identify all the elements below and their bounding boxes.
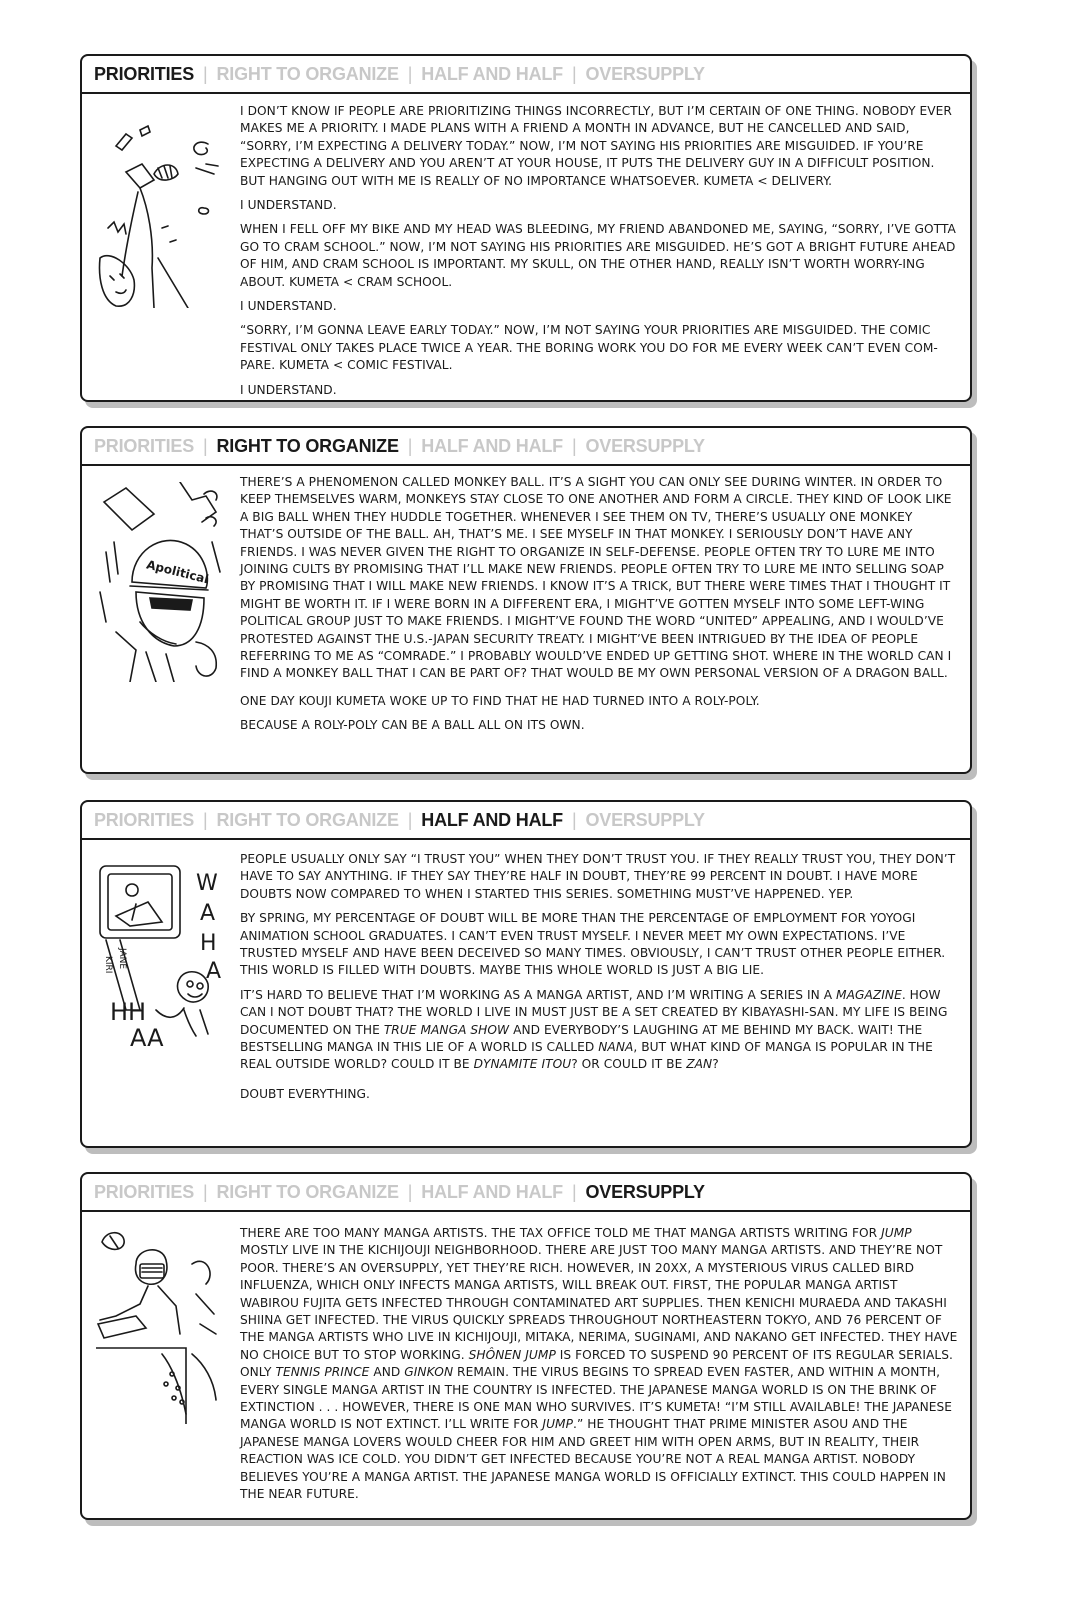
tab-separator: | [407, 809, 413, 830]
panel-priorities [80, 54, 972, 402]
tab-separator: | [203, 1181, 208, 1202]
laugh-letter: HH [110, 998, 147, 1026]
tab-oversupply: OVERSUPPLY [585, 1181, 705, 1202]
laugh-letter: W [196, 871, 218, 896]
laugh-letter: A [200, 901, 216, 926]
tab-priorities: PRIORITIES [94, 63, 195, 84]
tab-separator: | [203, 435, 208, 456]
paragraph: WHEN I FELL OFF MY BIKE AND MY HEAD WAS BLEEDING, MY FRIEND ABANDONED ME, SAYING, “SORRY, I’VE GOTTA GO TO CRAM SCHOOL.” NOW, I’M NOT SAYING HIS PRIORITIES ARE MISGUIDED. HE’S GOT A BRIGHT FUTURE AHEAD OF HIM, AND CRAM SCHOOL IS IMPORTANT. MY SKULL, ON THE OTHER HAND, REALLY ISN’T WORTH WORRY-ING ABOUT. KUMETA < CRAM SCHOOL. [240, 222, 956, 289]
italic-title: ZAN [686, 1057, 713, 1072]
panel-header [82, 802, 970, 840]
illustration-laughing-tv [96, 860, 226, 1050]
italic-title: JUMP [881, 1226, 912, 1240]
laugh-letter: A [206, 959, 222, 984]
tab-separator: | [203, 63, 208, 84]
tab-oversupply: OVERSUPPLY [585, 63, 705, 84]
tab-separator: | [571, 809, 577, 830]
illustration-masked-artist [96, 1224, 226, 1424]
section-text [240, 103, 958, 406]
tab-separator: | [407, 1181, 413, 1202]
italic-title: TRUE MANGA SHOW [383, 1022, 510, 1037]
panel-header [82, 428, 970, 466]
jane-label: JANE [117, 948, 127, 970]
italic-title: DYNAMITE ITOU [473, 1057, 572, 1072]
paragraph: THERE’S A PHENOMENON CALLED MONKEY BALL. IT’S A SIGHT YOU CAN ONLY SEE DURING WINTER. IN ORDER TO KEEP THEMSELVES WARM, MONKEYS STAY CLOSE TO ONE ANOTHER AND FORM A CIRCLE. THEY KIND OF LOOK LIKE A BIG BALL WHEN THEY HUDDLE TOGETHER. WHENEVER I SEE THEM ON TV, THERE’S USUALLY ONE MONKEY THAT’S OUTSIDE OF THE BALL. AH, THAT’S ME. I SEE MYSELF IN THAT MONKEY. I SERIOUSLY DON’T HAVE ANY FRIENDS. I WAS NEVER GIVEN THE RIGHT TO ORGANIZE IN SELF-DEFENSE. PEOPLE OFTEN TRY TO LURE ME INTO JOINING CULTS BY PROMISING THAT I’LL MAKE NEW FRIENDS. PEOPLE OFTEN TRY TO LURE ME INTO SELLING SOAP BY PROMISING THAT I WILL MAKE NEW FRIENDS. I KNOW IT’S A TRICK, BUT THERE WERE TIMES THAT I THOUGHT IT MIGHT BE WORTH IT. IF I WERE BORN IN A DIFFERENT ERA, I MIGHT’VE GOTTEN MYSELF INTO SOME LEFT-WING POLITICAL GROUP JUST TO MAKE FRIENDS. I MIGHT’VE FOUND THE WORD “UNITED” APPEALING, AND I WOULD’VE PROTESTED AGAINST THE U.S.-JAPAN SECURITY TREATY. I MIGHT’VE BEEN INTRIGUED BY THE IDEA OF PEOPLE REFERRING TO ME AS “COMRADE.” I PROBABLY WOULD’VE ENDED UP GETTING SHOT. WHERE IN THE WORLD CAN I FIND A MONKEY BALL THAT I CAN BE PART OF? THAT WOULD BE MY OWN PERSONAL VERSION OF A DRAGON BALL. [240, 475, 952, 681]
tab-half-and-half: HALF AND HALF [421, 63, 563, 84]
tab-priorities: PRIORITIES [94, 1181, 195, 1202]
paragraph: I UNDERSTAND. [240, 382, 337, 397]
italic-title: NANA [598, 1040, 634, 1055]
paragraph: I UNDERSTAND. [240, 198, 337, 213]
panel-half-and-half [80, 800, 972, 1148]
tab-half-and-half: HALF AND HALF [421, 435, 563, 456]
paragraph: ONE DAY KOUJI KUMETA WOKE UP TO FIND THAT HE HAD TURNED INTO A ROLY-POLY. [240, 693, 760, 708]
tab-right-to-organize: RIGHT TO ORGANIZE [216, 1181, 399, 1202]
paragraph: PEOPLE USUALLY ONLY SAY “I TRUST YOU” WHEN THEY DON’T TRUST YOU. IF THEY REALLY TRUST YOU, THEY DON’T HAVE TO SAY ANYTHING. IF THEY SAY THEY’RE HALF IN DOUBT, THEY’RE 99 PERCENT IN DOUBT. I HAVE MORE DOUBTS NOW COMPARED TO WHEN I STARTED THIS SERIES. SOMETHING MUST’VE HAPPENED. YEP. [240, 852, 956, 901]
italic-title: TENNIS PRINCE [275, 1365, 370, 1380]
panel-header [82, 1174, 970, 1212]
tab-separator: | [407, 63, 413, 84]
italic-title: SHÔNEN JUMP [468, 1347, 556, 1362]
helmet-lettering: Apolitical [145, 557, 211, 587]
italic-title: JUMP [542, 1417, 574, 1432]
panel-right-to-organize [80, 426, 972, 774]
paragraph: BECAUSE A ROLY-POLY CAN BE A BALL ALL ON ITS OWN. [240, 718, 585, 733]
tab-priorities: PRIORITIES [94, 809, 195, 830]
section-text [240, 851, 958, 1110]
tab-right-to-organize: RIGHT TO ORGANIZE [216, 63, 399, 84]
laugh-letter: H [200, 931, 217, 956]
section-text [240, 1225, 958, 1511]
tab-separator: | [571, 1181, 577, 1202]
illustration-falling-man [96, 108, 226, 308]
kiri-label: KIRI [103, 956, 113, 974]
paragraph: DOUBT EVERYTHING. [240, 1086, 370, 1101]
panel-oversupply [80, 1172, 972, 1520]
panel-header [82, 56, 970, 94]
paragraph: THERE ARE TOO MANY MANGA ARTISTS. THE TAX OFFICE TOLD ME THAT MANGA ARTISTS WRITING FOR JUMP MOSTLY LIVE IN THE KICHIJOUJI NEIGHBORHOOD. THERE ARE JUST TOO MANY MANGA ARTISTS. AND THEY’RE NOT POOR. THERE’S AN OVERSUPPLY, YET THEY’RE RICH. HOWEVER, IN 20XX, A MYSTERIOUS VIRUS CALLED BIRD INFLUENZA, WHICH ONLY INFECTS MANGA ARTISTS, WILL BREAK OUT. FIRST, THE POPULAR MANGA ARTIST WABIROU FUJITA GETS INFECTED THROUGH CONTAMINATED ART SUPPLIES. THEN KENICHI MURAEDA AND TAKASHI SHIINA GET INFECTED. THE VIRUS QUICKLY SPREADS THROUGHOUT NORTHEASTERN TOKYO, AND 76 PERCENT OF THE MANGA ARTISTS WHO LIVE IN KICHIJOUJI, MITAKA, NERIMA, SUGINAMI, AND NAKANO GET INFECTED. THEY HAVE NO CHOICE BUT TO STOP WORKING. SHÔNEN JUMP IS FORCED TO SUSPEND 90 PERCENT OF ITS REGULAR SERIALS. ONLY TENNIS PRINCE AND GINKON REMAIN. THE VIRUS BEGINS TO SPREAD EVEN FASTER, AND WITHIN A MONTH, EVERY SINGLE MANGA ARTIST IN THE COUNTRY IS INFECTED. THE JAPANESE MANGA WORLD IS ON THE BRINK OF EXTINCTION . . . HOWEVER, THERE IS ONE MAN WHO SURVIVES. IT’S KUMETA! “I’M STILL AVAILABLE! THE JAPANESE MANGA WORLD IS NOT EXTINCT. I’LL WRITE FOR JUMP.” HE THOUGHT THAT PRIME MINISTER ASOU AND THE JAPANESE MANGA LOVERS WOULD CHEER FOR HIM AND GREET HIM WITH OPEN ARMS, BUT IN REALITY, THEIR REACTION WAS ICE COLD. YOU DIDN’T GET INFECTED BECAUSE YOU’RE NOT A REAL MANGA ARTIST. NOBODY BELIEVES YOU’RE A MANGA ARTIST. THE JAPANESE MANGA WORLD IS OFFICIALLY EXTINCT. THIS COULD HAPPEN IN THE NEAR FUTURE. [240, 1226, 958, 1502]
paragraph: I DON’T KNOW IF PEOPLE ARE PRIORITIZING THINGS INCORRECTLY, BUT I’M CERTAIN OF ONE THING. NOBODY EVER MAKES ME A PRIORITY. I MADE PLANS WITH A FRIEND A MONTH IN ADVANCE, BUT HE CANCELLED AND SAID, “SORRY, I’M EXPECTING A DELIVERY TODAY.” NOW, I’M NOT SAYING HIS PRIORITIES ARE MISGUIDED. IF YOU’RE EXPECTING A DELIVERY AND YOU AREN’T AT YOUR HOUSE, IT PUTS THE DELIVERY GUY IN A DIFFICULT POSITION. BUT HANGING OUT WITH ME IS REALLY OF NO IMPORTANCE WHATSOEVER. KUMETA < DELIVERY. [240, 104, 952, 188]
tab-right-to-organize: RIGHT TO ORGANIZE [216, 809, 399, 830]
paragraph: “SORRY, I’M GONNA LEAVE EARLY TODAY.” NOW, I’M NOT SAYING YOUR PRIORITIES ARE MISGUIDED. THE COMIC FESTIVAL ONLY TAKES PLACE TWICE A YEAR. THE BORING WORK YOU DO FOR ME EVERY WEEK CAN’T EVEN COM-PARE. KUMETA < COMIC FESTIVAL. [240, 323, 938, 373]
paragraph: I UNDERSTAND. [240, 299, 337, 314]
section-text [240, 474, 958, 742]
illustration-helmet-figure [96, 482, 226, 682]
tab-separator: | [571, 435, 577, 456]
paragraph: BY SPRING, MY PERCENTAGE OF DOUBT WILL BE MORE THAN THE PERCENTAGE OF EMPLOYMENT FOR YOYOGI ANIMATION SCHOOL GRADUATES. I CAN’T EVEN TRUST MYSELF. I NEVER MEET MY OWN EXPECTATIONS. I’VE TRUSTED MYSELF AND HAVE BEEN DECEIVED SO MANY TIMES. OBVIOUSLY, I CAN’T TRUST OTHER PEOPLE EITHER. THIS WORLD IS FILLED WITH DOUBTS. MAYBE THIS WHOLE WORLD IS JUST A BIG LIE. [240, 911, 946, 978]
tab-oversupply: OVERSUPPLY [585, 435, 705, 456]
tab-oversupply: OVERSUPPLY [585, 809, 705, 830]
laugh-letter: AA [130, 1024, 164, 1050]
tab-right-to-organize: RIGHT TO ORGANIZE [216, 435, 399, 456]
tab-half-and-half: HALF AND HALF [421, 809, 563, 830]
italic-title: MAGAZINE [836, 987, 902, 1002]
tab-priorities: PRIORITIES [94, 435, 195, 456]
tab-separator: | [407, 435, 413, 456]
tab-separator: | [203, 809, 208, 830]
paragraph: IT’S HARD TO BELIEVE THAT I’M WORKING AS A MANGA ARTIST, AND I’M WRITING A SERIES IN A MAGAZINE. HOW CAN I NOT DOUBT THAT? THE WORLD I LIVE IN MUST JUST BE A SET CREATED BY KIBAYASHI-SAN. MY LIFE IS BEING DOCUMENTED ON THE TRUE MANGA SHOW AND EVERYBODY’S LAUGHING AT ME BEHIND MY BACK. WAIT! THE BESTSELLING MANGA IN THIS LIE OF A WORLD IS CALLED NANA, BUT WHAT KIND OF MANGA IS POPULAR IN THE REAL OUTSIDE WORLD? COULD IT BE DYNAMITE ITOU? OR COULD IT BE ZAN? [240, 987, 948, 1072]
tab-separator: | [571, 63, 577, 84]
italic-title: GINKON [404, 1365, 454, 1380]
tab-half-and-half: HALF AND HALF [421, 1181, 563, 1202]
